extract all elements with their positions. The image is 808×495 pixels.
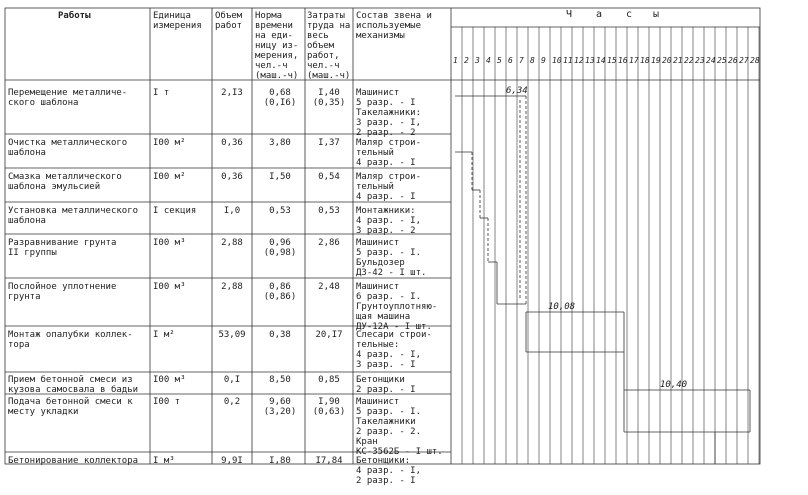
row-2-norm: 3,80	[269, 138, 291, 148]
hour-label: 28	[750, 56, 760, 65]
hour-label: 7	[519, 56, 524, 65]
hour-label: 13	[585, 56, 595, 65]
hour-label: 10	[552, 56, 562, 65]
row-10-unit: I м³	[153, 456, 175, 466]
row-6-labor: 2,48	[318, 282, 340, 292]
gantt-bars	[455, 96, 750, 464]
row-9-norm: 9,60 (3,20)	[263, 397, 297, 417]
header-work: Работы	[58, 11, 91, 21]
duration-label-3: 10,40	[660, 380, 688, 390]
row-10-work: Бетонирование коллектора	[8, 456, 139, 466]
row-3-crew: Маляр строи- тельный 4 разр. - I	[356, 172, 422, 202]
row-2-crew: Маляр строи- тельный 4 разр. - I	[356, 138, 422, 168]
duration-label-2: 10,08	[548, 302, 576, 312]
row-3-work: Смазка металлического шаблона эмульсией	[8, 172, 122, 192]
row-3-unit: I00 м²	[153, 172, 186, 182]
hour-label: 20	[662, 56, 672, 65]
hour-label: 8	[530, 56, 535, 65]
header-crew: Состав звена и используемые механизмы	[356, 11, 432, 41]
hour-label: 5	[497, 56, 502, 65]
row-2-labor: I,37	[318, 138, 340, 148]
hour-label: 22	[684, 56, 694, 65]
row-1-labor: I,40 (0,35)	[312, 88, 346, 108]
row-10-crew: Бетонщики: 4 разр. - I, 2 разр. - I	[356, 456, 422, 486]
header-volume: Объем работ	[215, 11, 243, 31]
row-4-volume: I,0	[223, 206, 241, 216]
hour-label: 15	[607, 56, 617, 65]
hour-label: 12	[574, 56, 584, 65]
header-norm: Норма времени на еди- ницу из- мерения, чел.-ч (маш.-ч)	[255, 11, 299, 81]
row-10-labor: I7,84	[315, 456, 343, 466]
header-labor: Затраты труда на весь объем работ, чел.-ч (маш.-ч)	[307, 11, 351, 81]
row-2-unit: I00 м²	[153, 138, 186, 148]
row-8-norm: 8,50	[269, 375, 291, 385]
row-4-work: Установка металлического шаблона	[8, 206, 139, 226]
row-8-unit: I00 м³	[153, 375, 186, 385]
hour-label: 14	[596, 56, 606, 65]
row-5-work: Разравнивание грунта II группы	[8, 238, 117, 258]
row-8-work: Прием бетонной смеси из кузова самосвала в бадьи	[8, 375, 139, 395]
hour-label: 25	[717, 56, 727, 65]
row-5-volume: 2,88	[221, 238, 243, 248]
hour-label: 21	[673, 56, 683, 65]
row-1-unit: I т	[153, 88, 170, 98]
row-4-labor: 0,53	[318, 206, 340, 216]
row-9-volume: 0,2	[223, 397, 241, 407]
row-1-crew: Машинист 5 разр. - I Такелажники: 3 разр. - I, 2 разр. - 2	[356, 88, 422, 138]
row-7-unit: I м²	[153, 330, 175, 340]
row-1-volume: 2,I3	[221, 88, 243, 98]
hour-label: 16	[618, 56, 628, 65]
hour-label: 24	[706, 56, 716, 65]
row-4-unit: I секция	[153, 206, 197, 216]
row-9-crew: Машинист 5 разр. - I. Такелажники 2 разр. - 2. Кран КС-3562Б - I шт.	[356, 397, 443, 457]
hours-title-4: ы	[653, 9, 660, 20]
row-7-work: Монтаж опалубки коллек- тора	[8, 330, 133, 350]
row-10-norm: I,80	[269, 456, 291, 466]
row-4-crew: Монтажники: 4 разр. - I, 3 разр. - 2	[356, 206, 422, 236]
row-3-labor: 0,54	[318, 172, 340, 182]
hour-label: 23	[695, 56, 705, 65]
row-6-volume: 2,88	[221, 282, 243, 292]
hour-label: 4	[486, 56, 491, 65]
row-8-labor: 0,85	[318, 375, 340, 385]
hour-label: 6	[508, 56, 513, 65]
hour-label: 11	[563, 56, 573, 65]
row-7-labor: 20,I7	[315, 330, 343, 340]
hour-label: 3	[475, 56, 480, 65]
row-7-volume: 53,09	[218, 330, 246, 340]
header-unit: Единица измерения	[153, 11, 202, 31]
row-9-work: Подача бетонной смеси к месту укладки	[8, 397, 133, 417]
row-7-crew: Слесари строи- тельные: 4 разр. - I, 3 разр. - I	[356, 330, 432, 370]
row-4-norm: 0,53	[269, 206, 291, 216]
row-2-work: Очистка металлического шаблона	[8, 138, 128, 158]
row-6-work: Послойное уплотнение грунта	[8, 282, 117, 302]
row-10-volume: 9,9I	[221, 456, 243, 466]
hour-label: 2	[464, 56, 469, 65]
hours-title-3: с	[626, 9, 633, 20]
hour-label: 26	[728, 56, 738, 65]
row-8-volume: 0,I	[223, 375, 241, 385]
hour-label: 19	[651, 56, 661, 65]
row-6-norm: 0,86 (0,86)	[263, 282, 297, 302]
row-5-norm: 0,96 (0,98)	[263, 238, 297, 258]
row-3-volume: 0,36	[221, 172, 243, 182]
row-9-unit: I00 т	[153, 397, 181, 407]
hours-title-1: Ч	[566, 9, 573, 20]
row-2-volume: 0,36	[221, 138, 243, 148]
hour-label: 27	[739, 56, 749, 65]
hour-label: 17	[629, 56, 639, 65]
row-6-crew: Машинист 6 разр. - I. Грунтоуплотняю- щая машина ДУ-12А - I шт.	[356, 282, 438, 332]
row-1-work: Перемещение металличе- ского шаблона	[8, 88, 128, 108]
row-1-norm: 0,68 (0,I6)	[263, 88, 297, 108]
row-5-unit: I00 м³	[153, 238, 186, 248]
row-9-labor: I,90 (0,63)	[312, 397, 346, 417]
hour-label: 1	[453, 56, 458, 65]
hours-title-2: а	[596, 9, 603, 20]
row-6-unit: I00 м³	[153, 282, 186, 292]
row-5-crew: Машинист 5 разр. - I. Бульдозер ДЗ-42 - I шт.	[356, 238, 427, 278]
hour-label: 9	[541, 56, 546, 65]
hour-label: 18	[640, 56, 650, 65]
row-7-norm: 0,38	[269, 330, 291, 340]
duration-label-1: 6,34	[506, 86, 528, 96]
row-3-norm: I,50	[269, 172, 291, 182]
row-8-crew: Бетонщики 2 разр. - I	[356, 375, 416, 395]
row-5-labor: 2,86	[318, 238, 340, 248]
